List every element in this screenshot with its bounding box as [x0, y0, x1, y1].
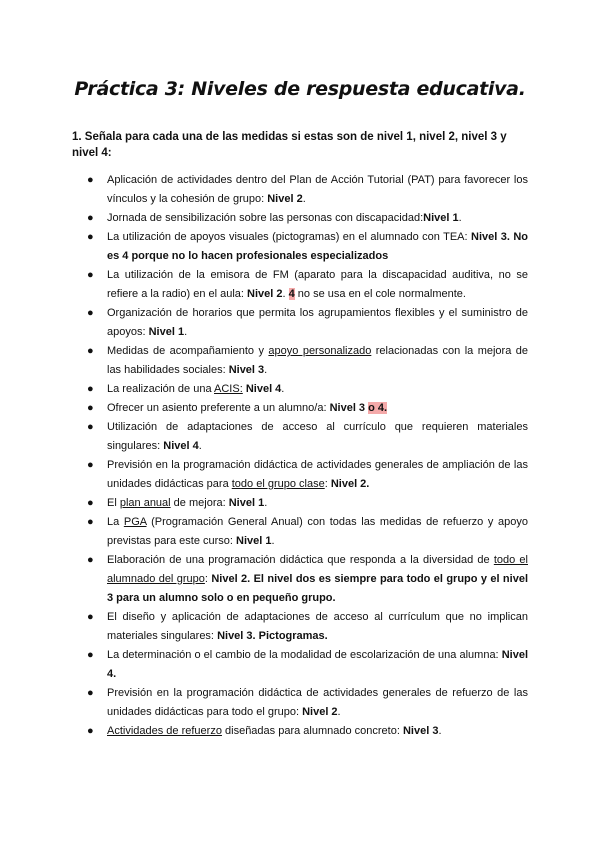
highlight: o 4.: [368, 402, 388, 414]
bullet-icon: ●: [87, 231, 94, 243]
bullet-icon: ●: [87, 649, 94, 661]
bullet-icon: ●: [87, 345, 94, 357]
highlight: 4: [288, 288, 295, 300]
bullet-icon: ●: [87, 421, 94, 433]
bullet-icon: ●: [87, 516, 94, 528]
list-item: ● La PGA (Programación General Anual) con todas las medidas de refuerzo y apoyo previstas para este curso: Nivel 1.: [72, 513, 528, 551]
list-item: ● Actividades de refuerzo diseñadas para alumnado concreto: Nivel 3.: [72, 722, 528, 741]
list-item: ● Elaboración de una programación didáctica que responda a la diversidad de todo el alumnado del grupo: Nivel 2. El nivel dos es siempre para todo el grupo y el nivel 3 para un alumno solo o en pequeño grupo.: [72, 551, 528, 608]
bullet-icon: ●: [87, 212, 94, 224]
bullet-icon: ●: [87, 497, 94, 509]
list-item: ● Aplicación de actividades dentro del Plan de Acción Tutorial (PAT) para favorecer los vínculos y la cohesión de grupo: Nivel 2.: [72, 171, 528, 209]
bullet-icon: ●: [87, 402, 94, 414]
list-item: ● El diseño y aplicación de adaptaciones de acceso al currículum que no implican materiales singulares: Nivel 3. Pictogramas.: [72, 608, 528, 646]
bullet-icon: ●: [87, 459, 94, 471]
measures-list: [72, 171, 528, 741]
list-item: ● La utilización de apoyos visuales (pictogramas) en el alumnado con TEA: Nivel 3. No es 4 porque no lo hacen profesionales especializados: [72, 228, 528, 266]
list-item: ● Ofrecer un asiento preferente a un alumno/a: Nivel 3 o 4.: [72, 399, 528, 418]
list-item: ● Jornada de sensibilización sobre las personas con discapacidad:Nivel 1.: [72, 209, 528, 228]
bullet-icon: ●: [87, 725, 94, 737]
bullet-icon: ●: [87, 174, 94, 186]
bullet-icon: ●: [87, 611, 94, 623]
bullet-icon: ●: [87, 383, 94, 395]
bullet-icon: ●: [87, 687, 94, 699]
list-item: ● Previsión en la programación didáctica de actividades generales de refuerzo de las unidades didácticas para todo el grupo: Nivel 2.: [72, 684, 528, 722]
list-item: ● La utilización de la emisora de FM (aparato para la discapacidad auditiva, no se refiere a la radio) en el aula: Nivel 2. 4 no se usa en el cole normalmente.: [72, 266, 528, 304]
list-item: ● Utilización de adaptaciones de acceso al currículo que requieren materiales singulares: Nivel 4.: [72, 418, 528, 456]
question-text: 1. Señala para cada una de las medidas si estas son de nivel 1, nivel 2, nivel 3 y nivel 4:: [72, 131, 507, 159]
list-item: ● Organización de horarios que permita los agrupamientos flexibles y el suministro de apoyos: Nivel 1.: [72, 304, 528, 342]
list-item: ● Medidas de acompañamiento y apoyo personalizado relacionadas con la mejora de las habilidades sociales: Nivel 3.: [72, 342, 528, 380]
list-item: ● La determinación o el cambio de la modalidad de escolarización de una alumna: Nivel 4.: [72, 646, 528, 684]
bullet-icon: ●: [87, 554, 94, 566]
bullet-icon: ●: [87, 269, 94, 281]
list-item: ● El plan anual de mejora: Nivel 1.: [72, 494, 528, 513]
bullet-icon: ●: [87, 307, 94, 319]
list-item: ● La realización de una ACIS: Nivel 4.: [72, 380, 528, 399]
page-title: Práctica 3: Niveles de respuesta educativa.: [74, 78, 526, 100]
list-item: ● Previsión en la programación didáctica de actividades generales de ampliación de las unidades didácticas para todo el grupo clase: Nivel 2.: [72, 456, 528, 494]
